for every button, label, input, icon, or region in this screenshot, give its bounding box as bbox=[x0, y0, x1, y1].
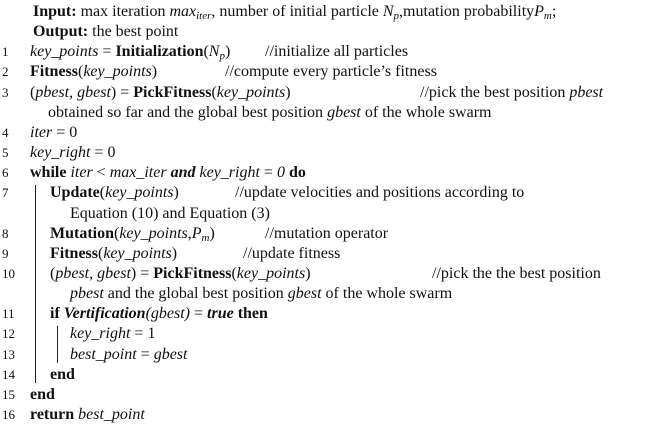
text-segment: , bbox=[187, 224, 192, 242]
variable: (gbest) bbox=[145, 305, 190, 323]
line-number: 1 bbox=[2, 44, 9, 60]
output-text bbox=[33, 22, 178, 42]
text-segment: ( bbox=[78, 63, 84, 81]
text-segment: ( bbox=[114, 224, 120, 242]
variable: key_points bbox=[119, 224, 188, 242]
text-segment: ) bbox=[209, 224, 215, 242]
keyword: then bbox=[233, 305, 268, 323]
keyword: end bbox=[30, 385, 55, 403]
text-segment: = bbox=[259, 164, 277, 182]
text-segment: ( bbox=[30, 83, 36, 101]
text-segment: = bbox=[136, 345, 154, 363]
code-comment bbox=[265, 224, 388, 244]
code-comment bbox=[235, 183, 524, 203]
text-segment: ( bbox=[50, 264, 56, 282]
text-segment: //pick the best position bbox=[420, 83, 570, 101]
line-number: 4 bbox=[2, 124, 9, 140]
text-segment: , bbox=[69, 83, 78, 101]
text-segment: < bbox=[92, 164, 110, 182]
variable: key_right bbox=[30, 144, 91, 162]
text-segment: Equation (10) and Equation (3) bbox=[70, 204, 270, 222]
text-segment: the best point bbox=[88, 23, 179, 41]
text-segment: of the whole swarm bbox=[360, 103, 492, 121]
keyword: PickFitness bbox=[153, 264, 232, 282]
text-segment: ) bbox=[285, 83, 291, 101]
variable: gbest bbox=[327, 103, 361, 121]
if-block-bar bbox=[57, 326, 58, 362]
text-segment: ( bbox=[99, 184, 106, 202]
variable: N bbox=[208, 43, 220, 61]
keyword: return bbox=[30, 406, 75, 423]
variable: gbest bbox=[77, 83, 111, 101]
line-number: 16 bbox=[2, 407, 15, 422]
text-segment: ) bbox=[151, 63, 158, 81]
code-comment bbox=[420, 83, 603, 103]
text-segment: ) bbox=[171, 244, 178, 262]
variable: best_point bbox=[74, 406, 145, 423]
text-segment: ) bbox=[305, 264, 311, 282]
text-segment: = bbox=[190, 305, 208, 323]
line-number: 11 bbox=[2, 306, 15, 322]
variable: key_points bbox=[83, 63, 152, 81]
text-segment: //update velocities and positions according to bbox=[235, 184, 525, 202]
text-segment: obtained so far and the global best position bbox=[48, 103, 328, 121]
text-segment: true bbox=[207, 305, 234, 323]
variable: key_points bbox=[236, 264, 306, 282]
text-segment: ) bbox=[224, 43, 231, 61]
text-segment: ,mutation probability bbox=[399, 3, 535, 20]
keyword: Mutation bbox=[50, 224, 114, 242]
text-segment: ) bbox=[173, 184, 179, 202]
variable: iter bbox=[66, 164, 93, 182]
keyword: PickFitness bbox=[133, 83, 212, 101]
keyword: Initialization bbox=[115, 43, 204, 61]
subscript: p bbox=[219, 50, 225, 63]
line-number: 13 bbox=[2, 346, 15, 362]
code-text bbox=[50, 264, 311, 284]
text-segment: ; bbox=[551, 3, 557, 20]
text-segment: = 0 bbox=[52, 123, 78, 141]
text-segment: ( bbox=[211, 83, 217, 101]
text-segment: ( bbox=[203, 43, 209, 61]
variable: max_iter bbox=[109, 164, 167, 182]
line-number: 2 bbox=[2, 64, 9, 80]
keyword: do bbox=[284, 164, 306, 182]
subscript: iter bbox=[196, 10, 212, 22]
code-comment bbox=[243, 244, 340, 264]
variable: P bbox=[191, 224, 202, 242]
text-segment: ) = bbox=[110, 83, 134, 101]
text-segment: ) = bbox=[130, 264, 154, 282]
keyword: Update bbox=[50, 184, 100, 202]
code-text bbox=[30, 62, 157, 82]
subscript: p bbox=[393, 10, 400, 22]
line-number: 3 bbox=[2, 84, 9, 100]
line-number: 9 bbox=[2, 245, 9, 261]
variable: key_right bbox=[195, 164, 260, 182]
keyword: Fitness bbox=[30, 63, 78, 81]
text-segment: ( bbox=[98, 244, 104, 262]
text-segment: = bbox=[98, 43, 116, 61]
while-block-bar bbox=[35, 185, 36, 383]
variable: pbest bbox=[55, 264, 90, 282]
subscript: m bbox=[201, 231, 210, 244]
keyword: Output: bbox=[33, 23, 89, 41]
variable: key_points bbox=[105, 184, 174, 202]
code-text bbox=[70, 324, 155, 344]
variable: gbest bbox=[97, 264, 131, 282]
text-segment: //compute every particle’s fitness bbox=[225, 63, 437, 81]
keyword: end bbox=[50, 365, 75, 383]
variable: best_point bbox=[70, 345, 137, 363]
line-number: 15 bbox=[2, 386, 15, 402]
variable: key_right bbox=[70, 325, 131, 343]
code-comment bbox=[265, 42, 408, 62]
text-segment: of the whole swarm bbox=[321, 285, 453, 303]
text-segment: //mutation operator bbox=[265, 224, 389, 242]
code-comment bbox=[432, 264, 601, 284]
text-segment: = 1 bbox=[130, 325, 156, 343]
code-text bbox=[50, 304, 268, 324]
code-comment bbox=[225, 62, 437, 82]
code-text bbox=[30, 83, 291, 103]
text-segment: , bbox=[89, 264, 98, 282]
text-segment: Vertification bbox=[63, 305, 146, 323]
code-text bbox=[50, 183, 179, 203]
text-segment: ( bbox=[231, 264, 237, 282]
variable: 0 bbox=[276, 164, 285, 182]
line-number: 6 bbox=[2, 165, 9, 181]
code-text bbox=[50, 365, 75, 385]
keyword: Input: bbox=[33, 3, 77, 20]
variable: pbest bbox=[569, 83, 604, 101]
variable: max bbox=[169, 3, 197, 20]
continuation-text bbox=[48, 103, 491, 123]
variable: P bbox=[534, 3, 544, 20]
line-number: 7 bbox=[2, 185, 9, 201]
continuation-text bbox=[70, 204, 270, 224]
code-text bbox=[50, 244, 177, 264]
keyword: while bbox=[30, 164, 67, 182]
line-number: 10 bbox=[2, 265, 15, 281]
text-segment: and the global best position bbox=[103, 285, 288, 303]
line-number: 12 bbox=[2, 326, 15, 342]
variable: pbest bbox=[70, 285, 104, 303]
variable: gbest bbox=[153, 345, 188, 363]
variable: iter bbox=[30, 123, 53, 141]
code-text bbox=[30, 163, 306, 183]
subscript: m bbox=[543, 10, 552, 22]
text-segment: max iteration bbox=[76, 3, 170, 20]
code-text bbox=[30, 123, 77, 143]
code-text bbox=[70, 345, 187, 365]
text-segment: //pick the the best position bbox=[432, 264, 601, 282]
text-segment: and bbox=[166, 164, 196, 182]
code-text bbox=[30, 143, 115, 163]
line-number: 8 bbox=[2, 225, 9, 241]
variable: gbest bbox=[287, 285, 322, 303]
continuation-text bbox=[70, 284, 452, 304]
variable: N bbox=[382, 3, 394, 20]
variable: key_points bbox=[216, 83, 286, 101]
code-text bbox=[30, 385, 55, 405]
line-number: 14 bbox=[2, 366, 15, 382]
line-number: 5 bbox=[2, 145, 9, 161]
text-segment: , number of initial particle bbox=[211, 3, 383, 20]
variable: pbest bbox=[35, 83, 70, 101]
variable: key_points bbox=[30, 43, 99, 61]
text-segment: //update fitness bbox=[243, 244, 341, 262]
variable: key_points bbox=[103, 244, 172, 262]
keyword: if bbox=[50, 305, 64, 323]
text-segment: = 0 bbox=[90, 144, 116, 162]
keyword: Fitness bbox=[50, 244, 98, 262]
text-segment: //initialize all particles bbox=[265, 43, 409, 61]
code-text bbox=[30, 405, 145, 425]
